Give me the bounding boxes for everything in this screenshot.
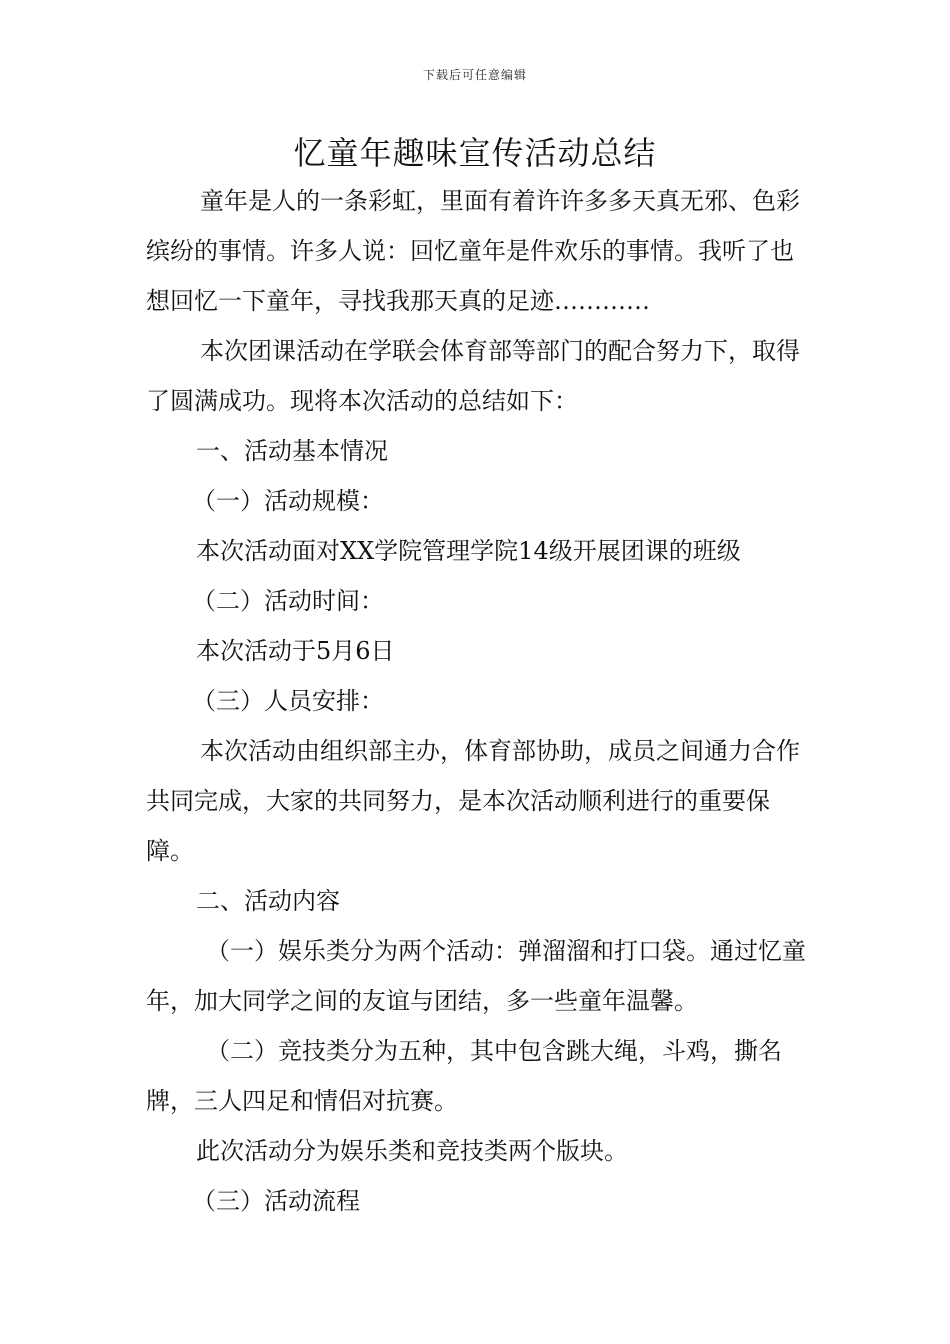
section-heading-basic-info: 一、活动基本情况 [196, 437, 388, 465]
document-body [146, 176, 810, 1226]
page-header-note: 下载后可任意编辑 [422, 68, 527, 82]
intro-paragraph: 童年是人的一条彩虹，里面有着许许多多天真无邪、色彩缤纷的事情。许多人说：回忆童年是件欢乐的事情。我听了也想回忆一下童年，寻找我那天真的足迹………… [146, 187, 800, 315]
content-competition-paragraph: （二）竞技类分为五种，其中包含跳大绳，斗鸡，撕名牌，三人四足和情侣对抗赛。 [146, 1037, 782, 1115]
content-summary-text: 此次活动分为娱乐类和竞技类两个版块。 [196, 1137, 628, 1165]
subheading-process: （三）活动流程 [192, 1187, 360, 1215]
content-entertainment-paragraph: （一）娱乐类分为两个活动：弹溜溜和打口袋。通过忆童年，加大同学之间的友谊与团结，多一些童年温馨。 [146, 937, 806, 1015]
section-heading-content: 二、活动内容 [196, 887, 340, 915]
time-text: 本次活动于5月6日 [196, 637, 395, 665]
scale-text: 本次活动面对XX学院管理学院14级开展团课的班级 [196, 537, 741, 565]
staffing-text: 本次活动由组织部主办，体育部协助，成员之间通力合作共同完成，大家的共同努力，是本次活动顺利进行的重要保障。 [146, 737, 800, 865]
subheading-scale: （一）活动规模： [192, 487, 384, 515]
document-title: 忆童年趣味宣传活动总结 [293, 134, 657, 172]
summary-intro-paragraph: 本次团课活动在学联会体育部等部门的配合努力下，取得了圆满成功。现将本次活动的总结如下： [146, 337, 800, 415]
subheading-time: （二）活动时间： [192, 587, 384, 615]
subheading-staffing: （三）人员安排： [192, 687, 384, 715]
